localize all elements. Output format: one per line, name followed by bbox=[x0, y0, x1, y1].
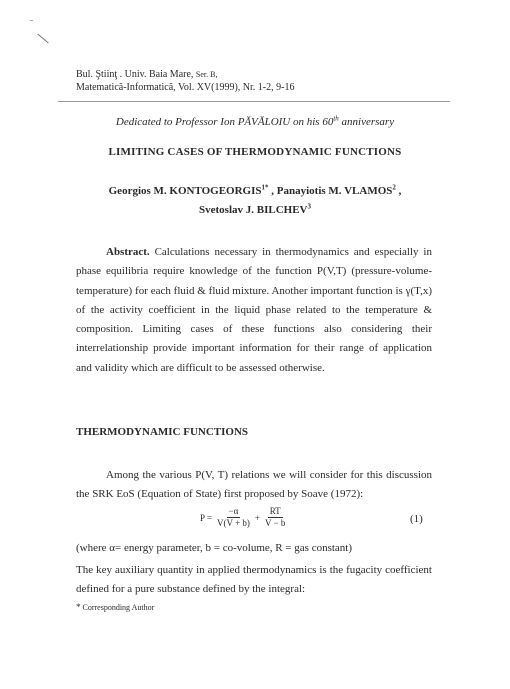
author-3-sup: 3 bbox=[307, 202, 311, 211]
dedication-tail: anniversary bbox=[338, 116, 395, 128]
dedication bbox=[0, 116, 510, 128]
fraction-2 bbox=[263, 506, 287, 529]
paragraph-2: (where α= energy parameter, b = co-volume, R = gas constant) bbox=[76, 542, 353, 554]
journal-header bbox=[76, 68, 294, 94]
abstract-text: Calculations necessary in thermodynamics and especially in phase equilibria require knowledge of the function P(V,T) (pressure-volume-temperature) for each fluid & fluid mixture. Another important function is γ(T,x) of the activity coefficient in the liquid phase related to the temperature & composition. Limiting cases of these functions also considering their interrelationship provide important information for their range of application and validity which are difficult to be assessed otherwise. bbox=[76, 246, 432, 374]
header-journal: Bul. Ştiinţ . Univ. Baia Mare, bbox=[76, 69, 194, 80]
scan-speck bbox=[30, 20, 33, 21]
equation-1 bbox=[200, 506, 290, 529]
scan-mark bbox=[37, 34, 48, 44]
footnote bbox=[76, 602, 154, 612]
abstract-label: Abstract. bbox=[106, 246, 150, 258]
header-line-1 bbox=[76, 68, 294, 81]
authors-line-1 bbox=[0, 182, 510, 201]
paper-title: LIMITING CASES OF THERMODYNAMIC FUNCTIONS bbox=[108, 146, 402, 158]
authors-line-2 bbox=[0, 201, 510, 220]
author-2-sup: 2 bbox=[392, 183, 396, 192]
fraction-2-numerator: RT bbox=[269, 506, 281, 516]
author-2: Panayiotis M. VLAMOS bbox=[276, 185, 393, 197]
author-1: Georgios M. KONTOGEORGIS bbox=[108, 185, 262, 197]
footnote-star: * bbox=[76, 602, 81, 612]
equation-plus: + bbox=[254, 512, 260, 523]
author-1-sup: 1* bbox=[261, 183, 269, 192]
equation-number: (1) bbox=[410, 513, 423, 525]
fraction-1-numerator: −α bbox=[228, 506, 239, 516]
fraction-2-denominator: V − b bbox=[264, 518, 286, 528]
dedication-sup: th bbox=[333, 114, 339, 123]
section-title: THERMODYNAMIC FUNCTIONS bbox=[76, 426, 249, 438]
footnote-text: Corresponding Author bbox=[80, 603, 155, 612]
header-rule bbox=[58, 101, 450, 102]
fraction-1 bbox=[215, 506, 252, 529]
author-separator: , bbox=[268, 185, 277, 197]
paragraph-3: The key auxiliary quantity in applied thermodynamics is the fugacity coefficient defined for a pure substance defined by the integral: bbox=[76, 564, 432, 595]
authors bbox=[0, 182, 510, 220]
header-series: Ser. B, bbox=[195, 70, 218, 79]
author-separator-2: , bbox=[395, 185, 402, 197]
abstract bbox=[76, 243, 432, 378]
dedication-text: Dedicated to Professor Ion PĂVĂLOIU on his 60 bbox=[115, 116, 334, 128]
header-line-2: Matematică-Informatică, Vol. XV(1999), Nr. 1-2, 9-16 bbox=[76, 82, 295, 93]
author-3: Svetoslav J. BILCHEV bbox=[199, 204, 308, 216]
fraction-1-denominator: V(V + b) bbox=[217, 518, 250, 528]
paragraph-1: Among the various P(V, T) relations we will consider for this discussion the SRK EoS (Equation of State) first proposed by Soave (1972): bbox=[76, 469, 432, 500]
equation-lhs: P = bbox=[200, 512, 212, 523]
